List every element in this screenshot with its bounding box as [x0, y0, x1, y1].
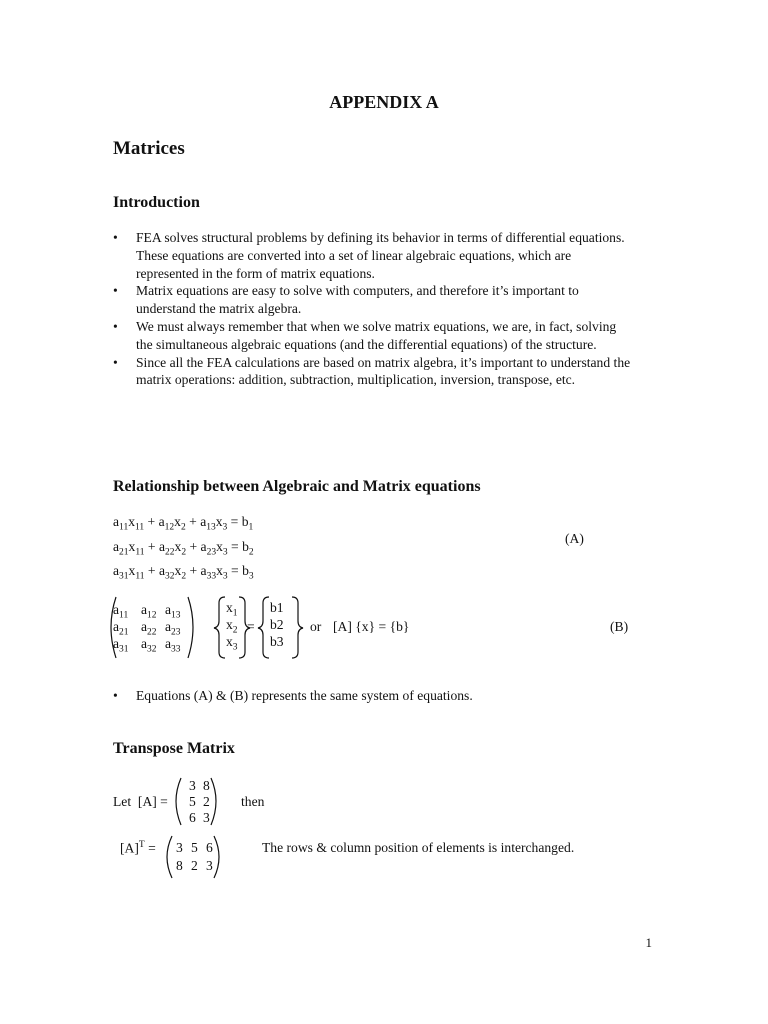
matrix-cell-subscript: 32: [147, 644, 157, 655]
subscript: 32: [165, 571, 175, 582]
transpose-matrix-name: [A]: [120, 840, 139, 856]
equation-term: +: [144, 538, 159, 554]
list-item: • FEA solves structural problems by defining its behavior in terms of differential equations. These equations are converted into a set of linear algebraic equations, which are represented in the form of matrix equations.: [113, 229, 633, 282]
equation-term: +: [186, 563, 201, 579]
equation-term: +: [185, 514, 201, 529]
matrix-cell-subscript: 13: [171, 610, 181, 621]
equation-term: a: [158, 563, 166, 579]
page-title: APPENDIX A: [329, 92, 439, 112]
equation-term: x: [215, 514, 223, 529]
subscript: 11: [135, 547, 145, 558]
section-heading-relationship: Relationship between Algebraic and Matrix equations: [113, 478, 481, 495]
vector-cell-letter: x: [226, 600, 233, 615]
equation-term: b: [241, 514, 249, 529]
matrix-cell-letter: a: [113, 636, 120, 651]
matrix-cell: 2: [191, 858, 198, 873]
matrix-cell-letter: a: [165, 636, 172, 651]
equation-tag-a: (A): [565, 531, 584, 546]
vector-cell: [226, 617, 238, 636]
equation-term: =: [227, 538, 243, 554]
matrix-cell-subscript: 11: [119, 610, 129, 621]
matrix-cell: 3: [203, 810, 210, 825]
equation-term: x: [174, 538, 182, 554]
equation-term: x: [216, 563, 223, 579]
equation-term: x: [128, 514, 135, 529]
transpose-superscript: T: [138, 840, 145, 850]
compact-matrix-equation: [A] {x} = {b}: [333, 619, 410, 634]
matrix-cell-subscript: 12: [147, 610, 157, 621]
subscript: 21: [119, 547, 129, 558]
subscript: 12: [164, 522, 175, 533]
equivalence-note: • Equations (A) & (B) represents the same system of equations.: [113, 688, 473, 703]
equation-term: x: [128, 563, 136, 579]
matrix-cell: 6: [206, 840, 213, 855]
equation-term: x: [216, 538, 223, 554]
matrix-cell-subscript: 31: [119, 644, 129, 655]
matrix-cell-letter: a: [141, 636, 148, 651]
section-heading-matrices: Matrices: [113, 138, 185, 159]
subscript: 1: [248, 522, 254, 533]
matrix-cell: [165, 602, 181, 621]
subscript: 3: [222, 522, 228, 533]
equation-term: x: [128, 538, 136, 554]
matrix-cell: [141, 636, 157, 655]
matrix-cell: [113, 636, 129, 655]
section-heading-introduction: Introduction: [113, 194, 200, 211]
equation-term: a: [200, 563, 207, 579]
subscript: 3: [222, 547, 228, 558]
matrix-cell: 2: [203, 794, 210, 809]
list-item: • We must always remember that when we solve matrix equations, we are, in fact, solving the simultaneous algebraic equations (and the differential equations) of the structure.: [113, 318, 633, 354]
section-heading-transpose: Transpose Matrix: [113, 740, 235, 757]
equation-term: b: [242, 538, 249, 554]
matrix-cell: 8: [203, 778, 210, 793]
equation-term: a: [200, 514, 207, 529]
vector-cell-subscript: 3: [232, 642, 238, 653]
vector-cell-subscript: 1: [232, 608, 238, 619]
matrix-cell: [165, 619, 181, 638]
vector-cell: [226, 600, 238, 619]
matrix-cell-subscript: 23: [171, 627, 181, 638]
vector-cell-letter: x: [226, 617, 233, 632]
matrix-cell-letter: a: [113, 602, 120, 617]
matrix-cell: 8: [176, 858, 183, 873]
equation-term: a: [158, 538, 166, 554]
then-text: then: [241, 794, 265, 809]
equation-term: =: [227, 563, 243, 579]
matrix-cell: [113, 619, 129, 638]
equation-term: a: [200, 538, 207, 554]
vector-cell: b2: [270, 617, 284, 632]
equals-sign: =: [247, 619, 255, 634]
subscript: 11: [119, 522, 129, 533]
let-text: Let [A] =: [113, 794, 168, 809]
subscript: 3: [222, 571, 228, 582]
vector-cell-letter: x: [226, 634, 233, 649]
matrix-cell: 3: [189, 778, 196, 793]
list-item: Equations (A) & (B) represents the same system of equations.: [136, 688, 473, 703]
vector-cell: [226, 634, 238, 653]
page-number: 1: [645, 935, 652, 950]
matrix-cell-letter: a: [141, 619, 148, 634]
equation-term: a: [113, 514, 120, 529]
equation-term: +: [144, 563, 159, 579]
equation-term: x: [174, 514, 181, 529]
matrix-cell: 5: [191, 840, 198, 855]
equation-term: b: [242, 563, 249, 579]
matrix-cell: [141, 602, 157, 621]
matrix-cell: 3: [176, 840, 183, 855]
list-item: • Matrix equations are easy to solve with computers, and therefore it’s important to understand the matrix algebra.: [113, 282, 633, 318]
subscript: 11: [135, 571, 145, 582]
equation-term: x: [174, 563, 182, 579]
subscript: 2: [180, 522, 186, 533]
equation-term: +: [144, 514, 159, 529]
vector-cell-subscript: 2: [232, 625, 238, 636]
matrix-cell-subscript: 33: [171, 644, 181, 655]
matrix-cell-letter: a: [165, 602, 172, 617]
equation-tag-b: (B): [610, 619, 629, 634]
equation-term: a: [113, 563, 120, 579]
matrix-cell-subscript: 21: [119, 627, 129, 638]
equation-term: +: [186, 538, 201, 554]
equation-term: =: [227, 514, 242, 529]
matrix-cell-letter: a: [141, 602, 148, 617]
subscript: 2: [248, 547, 254, 558]
matrix-cell-letter: a: [165, 619, 172, 634]
subscript: 13: [206, 522, 216, 533]
matrix-cell-letter: a: [113, 619, 120, 634]
matrix-cell: [165, 636, 181, 655]
transpose-description: The rows & column position of elements is interchanged.: [262, 840, 575, 855]
subscript: 23: [206, 547, 217, 558]
vector-cell: b1: [270, 600, 284, 615]
matrix-cell: 6: [189, 810, 196, 825]
subscript: 2: [181, 547, 187, 558]
matrix-cell: [113, 602, 128, 621]
matrix-cell: 3: [206, 858, 213, 873]
subscript: 31: [119, 571, 129, 582]
subscript: 22: [165, 547, 175, 558]
equation-term: a: [158, 514, 165, 529]
matrix-cell: 5: [189, 794, 196, 809]
equation-term: a: [113, 538, 120, 554]
subscript: 2: [181, 571, 187, 582]
transpose-label: [120, 840, 156, 857]
matrix-cell-subscript: 22: [147, 627, 157, 638]
or-text: or: [310, 619, 322, 634]
list-item: • Since all the FEA calculations are based on matrix algebra, it’s important to understand the matrix operations: addition, subtraction, multiplication, inversion, transpose, etc.: [113, 354, 633, 390]
transpose-equals: =: [144, 840, 156, 856]
subscript: 33: [206, 571, 217, 582]
matrix-cell: [141, 619, 157, 638]
vector-cell: b3: [270, 634, 284, 649]
subscript: 11: [135, 522, 145, 533]
subscript: 3: [248, 571, 254, 582]
